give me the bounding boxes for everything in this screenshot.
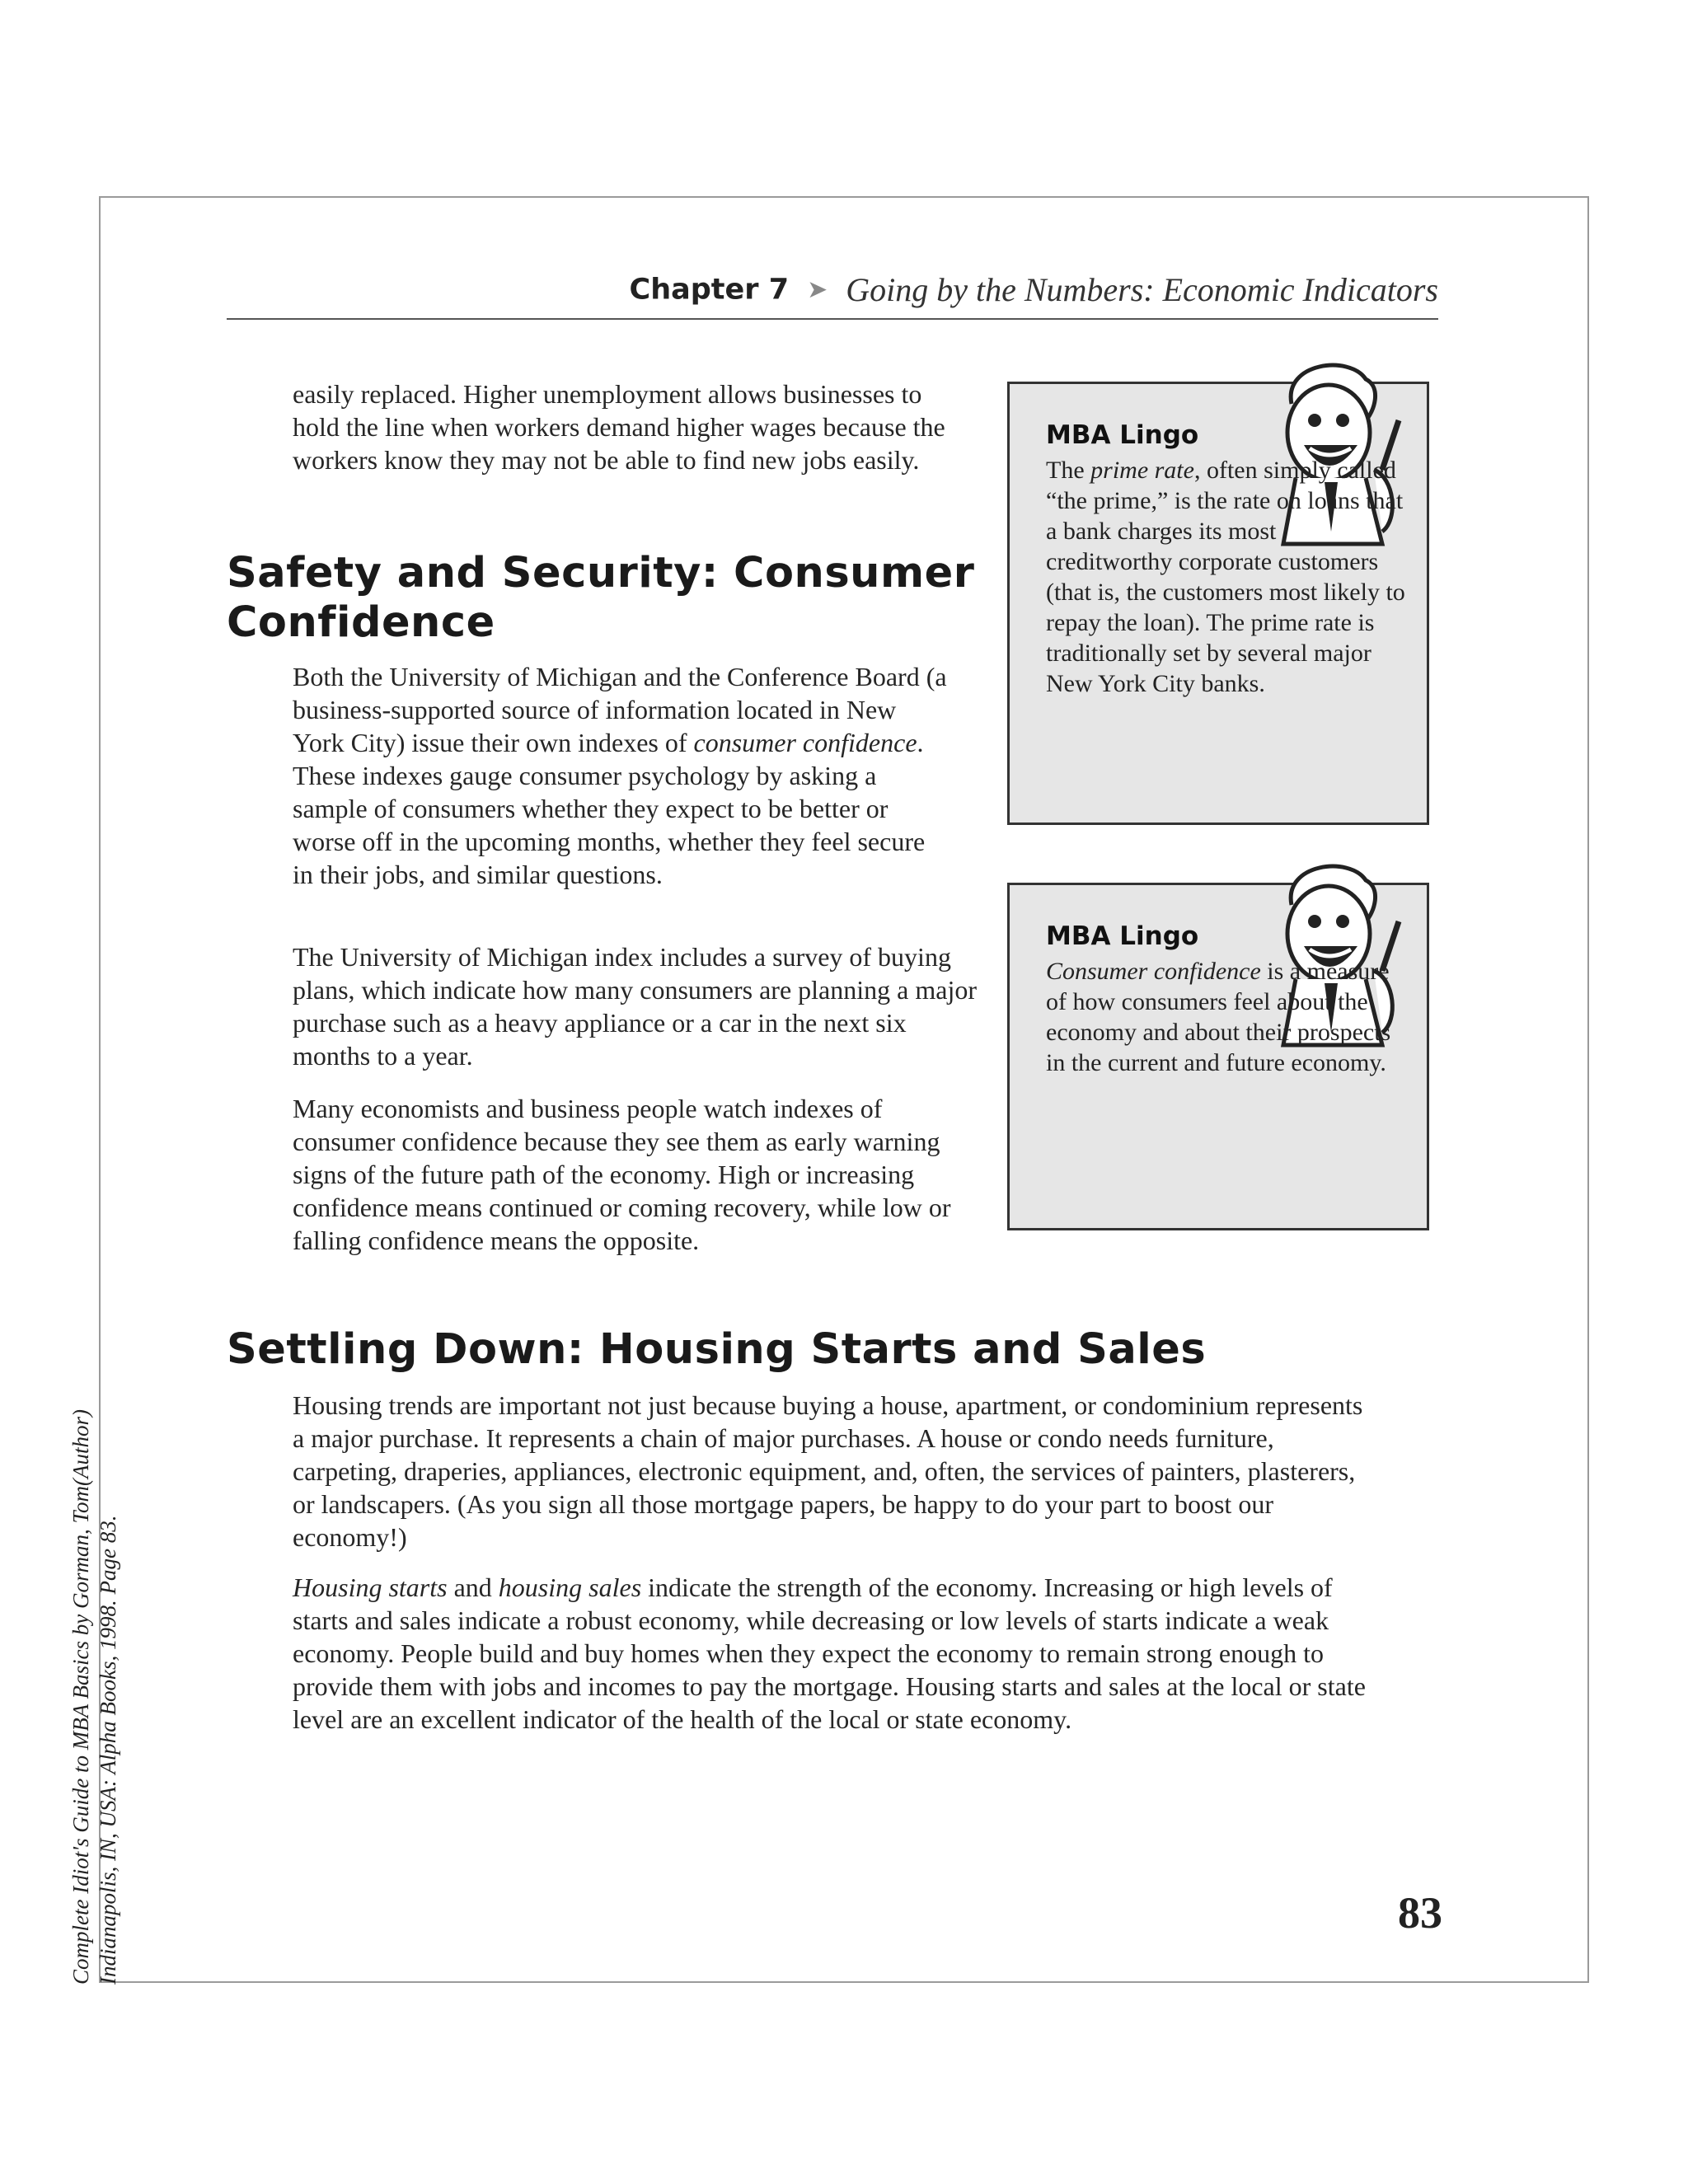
section-heading-line1: Safety and Security: Consumer bbox=[227, 549, 975, 598]
sidebar-mba-lingo-prime-rate bbox=[1007, 382, 1429, 825]
sidebar-text-prime-rate: The prime rate, often simply called “the prime,” is the rate on loans that a bank charges its most creditworthy corporate customers (that is, the customers most likely to repay the loan). The prime rate is traditionally set by several major New York City banks. bbox=[1046, 457, 1405, 697]
section-heading-line2: Confidence bbox=[227, 598, 495, 647]
paragraph-economists-watch: Many economists and business people watch indexes of consumer confidence because they see them as early warning signs of the future path of the economy. High or increasing confidence means continued or coming recovery, while low or falling confidence means the opposite. bbox=[293, 1094, 951, 1255]
chapter-title: Going by the Numbers: Economic Indicators bbox=[846, 271, 1438, 308]
term-housing-starts: Housing starts bbox=[293, 1572, 448, 1602]
section-heading-consumer-confidence bbox=[227, 549, 974, 648]
sidebar-text-consumer-confidence: Consumer confidence is a measure of how consumers feel about the economy and about their prospects in the current and future economy. bbox=[1046, 958, 1391, 1076]
paragraph-michigan-index: The University of Michigan index includes a survey of buying plans, which indicate how many consumers are planning a major purchase such as a heavy appliance or a car in the next six months to a year. bbox=[293, 942, 977, 1071]
term-prime-rate: prime rate bbox=[1090, 457, 1194, 484]
intro-paragraph: easily replaced. Higher unemployment allows businesses to hold the line when workers demand higher wages because the workers know they may not be able to find new jobs easily. bbox=[293, 379, 945, 475]
term-consumer-confidence: Consumer confidence bbox=[1046, 958, 1261, 985]
citation bbox=[68, 1375, 122, 1985]
sidebar-mba-lingo-consumer-confidence bbox=[1007, 883, 1429, 1230]
paragraph-housing-trends: Housing trends are important not just because buying a house, apartment, or condominium represents a major purchase. It represents a chain of major purchases. A house or condo needs furniture, carpeting, draperies, appliances, electronic equipment, and, often, the services of painters, plasterers, or landscapers. (As you sign all those mortgage papers, be happy to do your part to boost our economy!) bbox=[293, 1390, 1363, 1552]
citation-line2: Indianapolis, IN, USA: Alpha Books, 1998. Page 83. bbox=[96, 1515, 120, 1985]
paragraph-housing-starts: Housing starts and housing sales indicate the strength of the economy. Increasing or high levels of starts and sales indicate a robust economy, while decreasing or low levels of starts indicate a weak economy. People build and buy homes when they expect the economy to remain strong enough to provide them with jobs and incomes to pay the mortgage. Housing starts and sales at the local or state level are an excellent indicator of the health of the local or state economy. bbox=[293, 1572, 1366, 1734]
chapter-label: Chapter 7 bbox=[629, 273, 790, 307]
paragraph-consumer-confidence-intro: Both the University of Michigan and the Conference Board (a business-supported source of information located in New York City) issue their own indexes of consumer confidence. These indexes gauge consumer psychology by asking a sample of consumers whether they expect to be better or worse off in the upcoming months, whether they feel secure in their jobs, and similar questions. bbox=[293, 662, 947, 889]
section-heading-housing: Settling Down: Housing Starts and Sales bbox=[227, 1325, 1207, 1374]
term-consumer-confidence: consumer confidence bbox=[693, 728, 917, 757]
sidebar-title: MBA Lingo bbox=[1046, 921, 1199, 951]
arrow-icon: ➤ bbox=[807, 276, 828, 303]
running-head bbox=[227, 270, 1438, 320]
term-housing-sales: housing sales bbox=[498, 1572, 642, 1602]
sidebar-title: MBA Lingo bbox=[1046, 420, 1199, 450]
citation-line1: Complete Idiot's Guide to MBA Basics by Gorman, Tom(Author) bbox=[68, 1409, 93, 1985]
page-number: 83 bbox=[1398, 1888, 1442, 1938]
